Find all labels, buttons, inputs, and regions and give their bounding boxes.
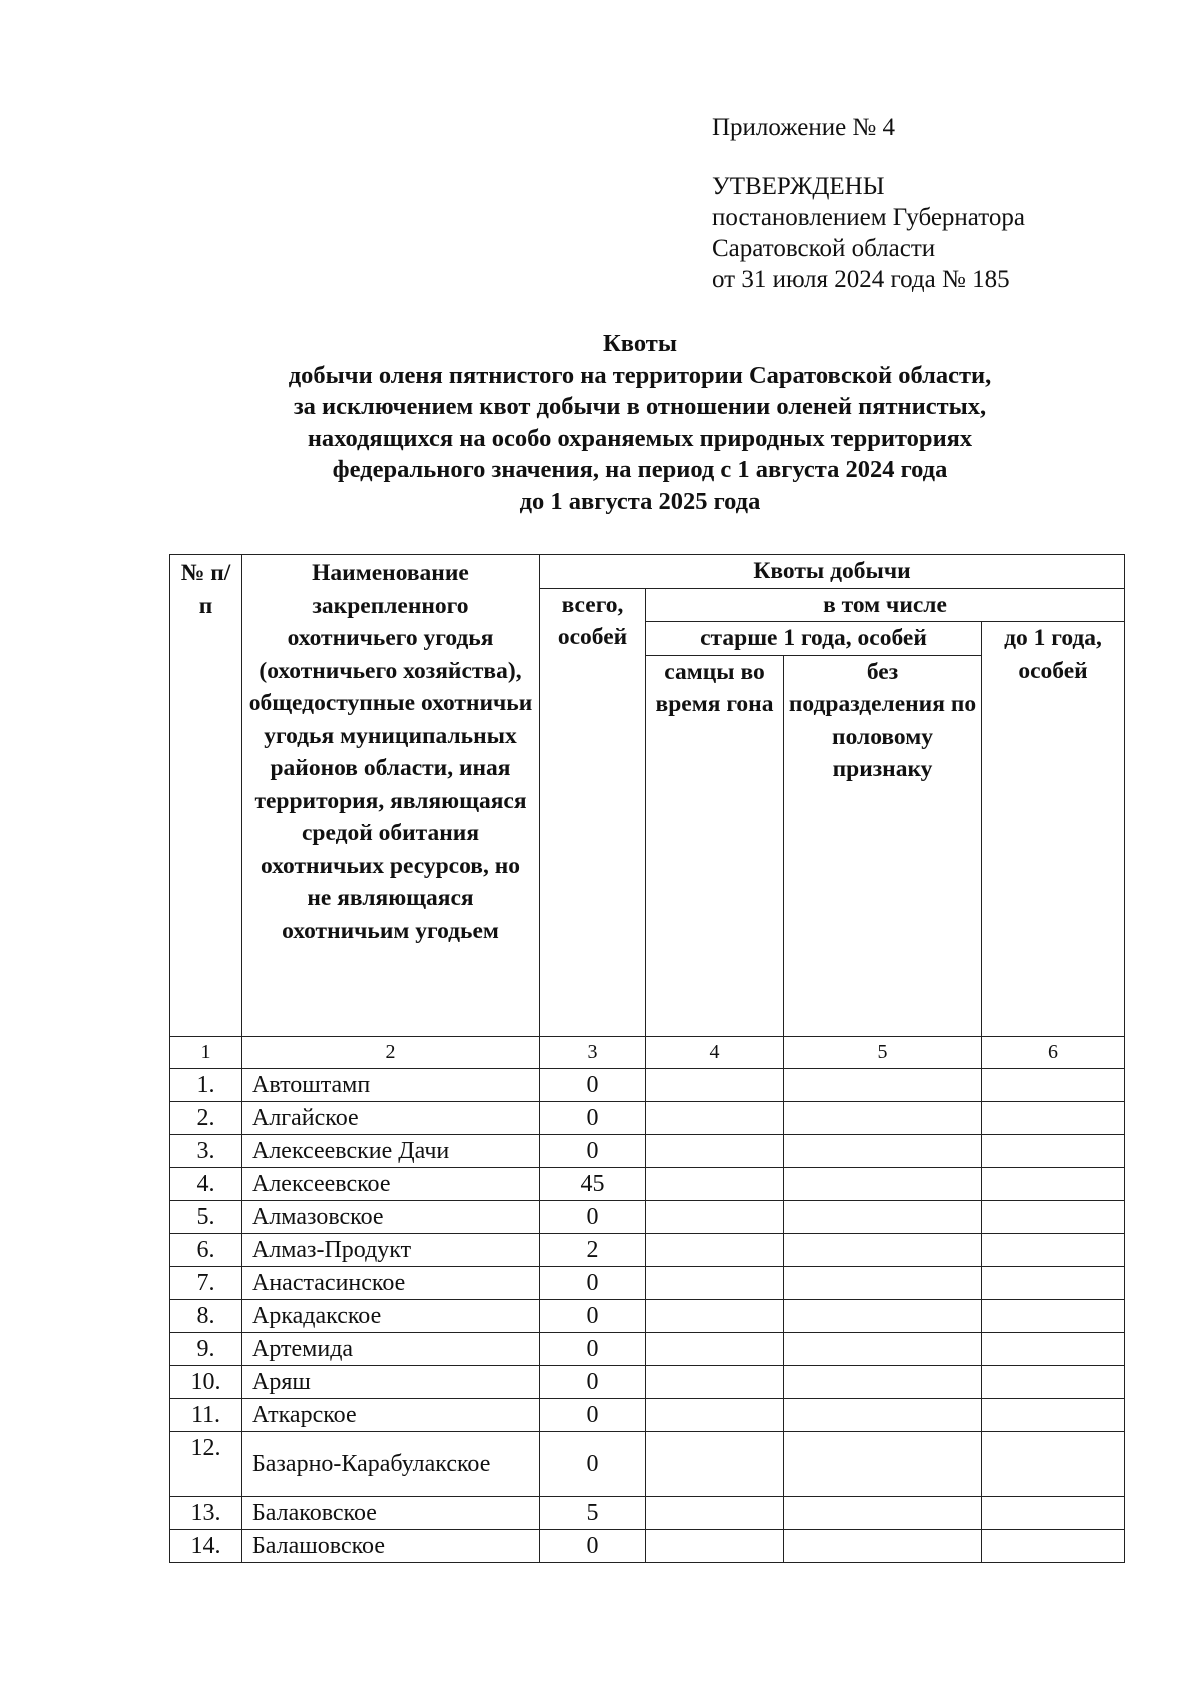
row-number: 14.	[170, 1529, 242, 1562]
row-name: Аряш	[242, 1365, 540, 1398]
row-name: Балашовское	[242, 1529, 540, 1562]
row-no-sex	[784, 1299, 982, 1332]
header-older: старше 1 года, особей	[646, 622, 982, 656]
table-row	[170, 1068, 1125, 1101]
row-name: Алексеевские Дачи	[242, 1134, 540, 1167]
row-name: Алексеевское	[242, 1167, 540, 1200]
row-total: 0	[540, 1299, 646, 1332]
row-males	[646, 1233, 784, 1266]
table-row	[170, 1496, 1125, 1529]
table-row	[170, 1332, 1125, 1365]
header-number: № п/п	[170, 555, 242, 1037]
row-under-one	[982, 1068, 1125, 1101]
row-males	[646, 1167, 784, 1200]
row-total: 0	[540, 1068, 646, 1101]
row-males	[646, 1200, 784, 1233]
row-no-sex	[784, 1365, 982, 1398]
row-number: 11.	[170, 1398, 242, 1431]
row-total: 0	[540, 1101, 646, 1134]
title-line: находящихся на особо охраняемых природных территориях	[307, 424, 973, 452]
header-quotas: Квоты добычи	[540, 555, 1125, 589]
title-line: федерального значения, на период с 1 августа 2024 года	[332, 456, 948, 483]
row-no-sex	[784, 1266, 982, 1299]
row-total: 0	[540, 1134, 646, 1167]
row-number: 6.	[170, 1233, 242, 1266]
row-no-sex	[784, 1496, 982, 1529]
row-males	[646, 1134, 784, 1167]
row-number: 12.	[170, 1431, 242, 1496]
header-under-one: до 1 года, особей	[982, 622, 1125, 1037]
table-row	[170, 1200, 1125, 1233]
table-row	[170, 1167, 1125, 1200]
row-name: Базарно-Карабулакское	[242, 1431, 540, 1496]
column-number: 1	[170, 1036, 242, 1068]
column-number: 6	[982, 1036, 1125, 1068]
row-under-one	[982, 1167, 1125, 1200]
row-name: Анастасинское	[242, 1266, 540, 1299]
row-number: 4.	[170, 1167, 242, 1200]
approved-by-line-1: постановлением Губернатора	[712, 204, 1025, 231]
row-name: Артемида	[242, 1332, 540, 1365]
row-total: 0	[540, 1365, 646, 1398]
row-under-one	[982, 1299, 1125, 1332]
header-no-sex: без подразделения по половому признаку	[784, 655, 982, 1036]
row-under-one	[982, 1233, 1125, 1266]
table-row	[170, 1365, 1125, 1398]
row-no-sex	[784, 1068, 982, 1101]
row-total: 0	[540, 1200, 646, 1233]
row-no-sex	[784, 1101, 982, 1134]
row-name: Алмазовское	[242, 1200, 540, 1233]
row-name: Аткарское	[242, 1398, 540, 1431]
approved-by-line-2: Саратовской области	[712, 235, 936, 262]
row-no-sex	[784, 1233, 982, 1266]
table-row	[170, 1101, 1125, 1134]
row-males	[646, 1299, 784, 1332]
row-males	[646, 1266, 784, 1299]
row-total: 0	[540, 1398, 646, 1431]
row-name: Аркадакское	[242, 1299, 540, 1332]
header-males: самцы во время гона	[646, 655, 784, 1036]
approved-by-line-3: от 31 июля 2024 года № 185	[712, 266, 1010, 293]
row-no-sex	[784, 1529, 982, 1562]
row-no-sex	[784, 1398, 982, 1431]
row-number: 9.	[170, 1332, 242, 1365]
row-under-one	[982, 1496, 1125, 1529]
row-under-one	[982, 1529, 1125, 1562]
row-name: Алгайское	[242, 1101, 540, 1134]
row-total: 2	[540, 1233, 646, 1266]
row-under-one	[982, 1101, 1125, 1134]
row-males	[646, 1431, 784, 1496]
row-no-sex	[784, 1134, 982, 1167]
row-number: 2.	[170, 1101, 242, 1134]
title-line: добычи оленя пятнистого на территории Саратовской области,	[288, 361, 992, 389]
row-males	[646, 1101, 784, 1134]
row-under-one	[982, 1200, 1125, 1233]
row-males	[646, 1365, 784, 1398]
row-under-one	[982, 1398, 1125, 1431]
row-under-one	[982, 1332, 1125, 1365]
table-row	[170, 1233, 1125, 1266]
table-row	[170, 1266, 1125, 1299]
header-total: всего, особей	[540, 588, 646, 1036]
table-row	[170, 1431, 1125, 1496]
row-no-sex	[784, 1200, 982, 1233]
title-line: Квоты	[603, 330, 677, 357]
row-number: 3.	[170, 1134, 242, 1167]
row-total: 0	[540, 1332, 646, 1365]
column-number: 2	[242, 1036, 540, 1068]
row-under-one	[982, 1365, 1125, 1398]
table-row	[170, 1398, 1125, 1431]
column-number: 5	[784, 1036, 982, 1068]
row-no-sex	[784, 1332, 982, 1365]
row-total: 0	[540, 1431, 646, 1496]
row-total: 45	[540, 1167, 646, 1200]
row-number: 8.	[170, 1299, 242, 1332]
row-number: 1.	[170, 1068, 242, 1101]
column-number: 3	[540, 1036, 646, 1068]
row-males	[646, 1529, 784, 1562]
row-number: 13.	[170, 1496, 242, 1529]
title-line: за исключением квот добычи в отношении оленей пятнистых,	[293, 393, 987, 420]
row-males	[646, 1068, 784, 1101]
row-males	[646, 1398, 784, 1431]
row-no-sex	[784, 1167, 982, 1200]
table-row	[170, 1529, 1125, 1562]
header-including: в том числе	[646, 588, 1125, 622]
approved-label: УТВЕРЖДЕНЫ	[712, 173, 885, 200]
row-no-sex	[784, 1431, 982, 1496]
row-total: 0	[540, 1266, 646, 1299]
column-number: 4	[646, 1036, 784, 1068]
row-name: Автоштамп	[242, 1068, 540, 1101]
quota-table	[169, 554, 1125, 1563]
row-total: 5	[540, 1496, 646, 1529]
row-total: 0	[540, 1529, 646, 1562]
title-line: до 1 августа 2025 года	[519, 487, 761, 515]
row-under-one	[982, 1266, 1125, 1299]
row-number: 10.	[170, 1365, 242, 1398]
row-under-one	[982, 1431, 1125, 1496]
table-row	[170, 1299, 1125, 1332]
row-number: 5.	[170, 1200, 242, 1233]
row-number: 7.	[170, 1266, 242, 1299]
row-under-one	[982, 1134, 1125, 1167]
table-row	[170, 1134, 1125, 1167]
appendix-number: Приложение № 4	[712, 114, 896, 141]
header-name: Наименование закрепленного охотничьего угодья (охотничьего хозяйства), общедоступные охотничьи угодья муниципальных районов области, иная территория, являющаяся средой обитания охотничьих ресурсов, но не являющаяся охотничьим угодьем	[242, 555, 540, 1037]
row-name: Балаковское	[242, 1496, 540, 1529]
column-number-row	[170, 1036, 1125, 1068]
row-males	[646, 1332, 784, 1365]
document-title	[150, 328, 1130, 517]
row-name: Алмаз-Продукт	[242, 1233, 540, 1266]
approval-block	[712, 112, 1152, 295]
row-males	[646, 1496, 784, 1529]
